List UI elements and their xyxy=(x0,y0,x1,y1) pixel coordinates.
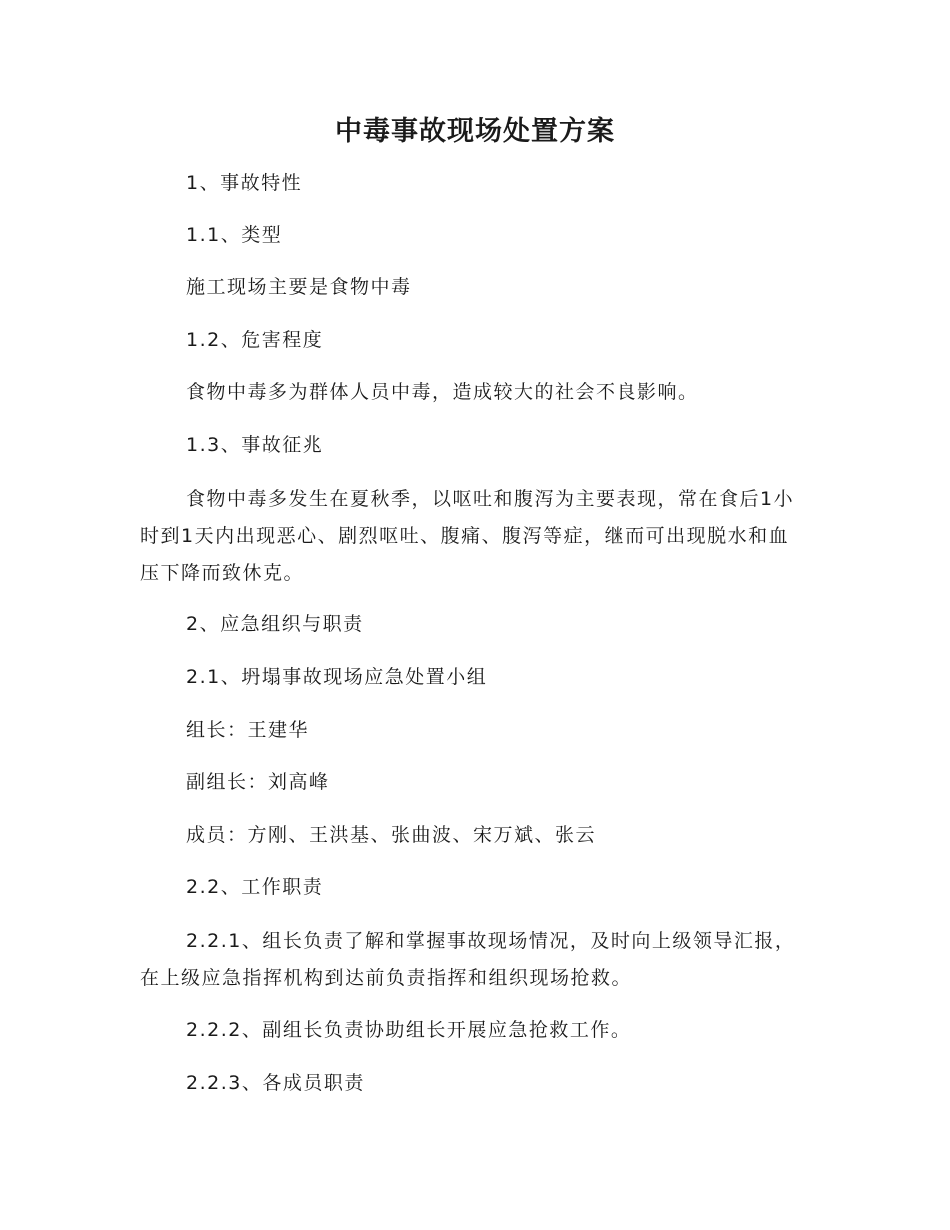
deputy-group-leader: 副组长：刘高峰 xyxy=(186,771,330,793)
heading-accident-signs: 1.3、事故征兆 xyxy=(186,434,324,456)
heading-accident-characteristics: 1、事故特性 xyxy=(186,172,303,194)
heading-work-duties: 2.2、工作职责 xyxy=(186,876,324,898)
paragraph-type: 施工现场主要是食物中毒 xyxy=(186,276,412,298)
heading-disposal-group: 2.1、坍塌事故现场应急处置小组 xyxy=(186,666,488,688)
group-leader: 组长：王建华 xyxy=(186,719,310,741)
paragraph-leader-duties: 2.2.1、组长负责了解和掌握事故现场情况，及时向上级领导汇报，在上级应急指挥机构到达前负责指挥和组织现场抢救。 xyxy=(140,930,796,989)
paragraph-deputy-duties: 2.2.2、副组长负责协助组长开展应急抢救工作。 xyxy=(186,1019,632,1041)
paragraph-accident-signs: 食物中毒多发生在夏秋季，以呕吐和腹泻为主要表现，常在食后1小时到1天内出现恶心、剧烈呕吐、腹痛、腹泻等症，继而可出现脱水和血压下降而致休克。 xyxy=(140,488,795,584)
paragraph-hazard-degree: 食物中毒多为群体人员中毒，造成较大的社会不良影响。 xyxy=(186,381,699,403)
heading-type: 1.1、类型 xyxy=(186,224,283,246)
heading-member-duties: 2.2.3、各成员职责 xyxy=(186,1072,365,1094)
heading-emergency-organization: 2、应急组织与职责 xyxy=(186,613,364,635)
heading-hazard-degree: 1.2、危害程度 xyxy=(186,329,324,351)
document-title: 中毒事故现场处置方案 xyxy=(335,116,615,147)
group-members: 成员：方刚、王洪基、张曲波、宋万斌、张云 xyxy=(186,824,597,846)
